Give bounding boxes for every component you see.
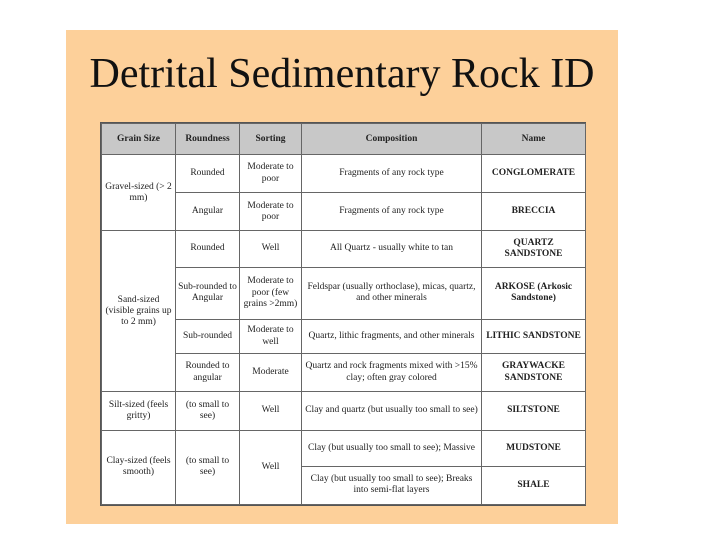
sorting-cell: Moderate to well xyxy=(240,319,302,353)
rock-name-cell: CONGLOMERATE xyxy=(482,155,586,193)
grain-size-cell: Silt-sized (feels gritty) xyxy=(102,392,176,430)
roundness-cell: (to small to see) xyxy=(176,392,240,430)
composition-cell: Fragments of any rock type xyxy=(302,193,482,231)
header-composition: Composition xyxy=(302,124,482,155)
composition-cell: All Quartz - usually white to tan xyxy=(302,231,482,267)
rock-name-cell: ARKOSE (Arkosic Sandstone) xyxy=(482,267,586,319)
table-row xyxy=(102,231,586,267)
sorting-cell: Well xyxy=(240,392,302,430)
header-roundness: Roundness xyxy=(176,124,240,155)
sorting-cell: Well xyxy=(240,231,302,267)
slide xyxy=(66,30,618,524)
header-grain-size: Grain Size xyxy=(102,124,176,155)
rock-name-cell: QUARTZ SANDSTONE xyxy=(482,231,586,267)
rock-name-cell: SHALE xyxy=(482,466,586,504)
sorting-cell: Well xyxy=(240,430,302,505)
rock-name-cell: MUDSTONE xyxy=(482,430,586,466)
roundness-cell: Angular xyxy=(176,193,240,231)
rock-name-cell: LITHIC SANDSTONE xyxy=(482,319,586,353)
grain-size-cell: Gravel-sized (> 2 mm) xyxy=(102,155,176,231)
roundness-cell: Sub-rounded to Angular xyxy=(176,267,240,319)
roundness-cell: Rounded to angular xyxy=(176,354,240,392)
table-row xyxy=(102,155,586,193)
rock-name-cell: SILTSTONE xyxy=(482,392,586,430)
slide-title: Detrital Sedimentary Rock ID xyxy=(89,51,595,97)
composition-cell: Fragments of any rock type xyxy=(302,155,482,193)
composition-cell: Clay (but usually too small to see); Massive xyxy=(302,430,482,466)
roundness-cell: Sub-rounded xyxy=(176,319,240,353)
composition-cell: Clay and quartz (but usually too small to see) xyxy=(302,392,482,430)
header-sorting: Sorting xyxy=(240,124,302,155)
header-row xyxy=(102,124,586,155)
roundness-cell: Rounded xyxy=(176,155,240,193)
sorting-cell: Moderate to poor xyxy=(240,193,302,231)
rock-name-cell: GRAYWACKE SANDSTONE xyxy=(482,354,586,392)
rock-name-cell: BRECCIA xyxy=(482,193,586,231)
header-name: Name xyxy=(482,124,586,155)
composition-cell: Clay (but usually too small to see); Breaks into semi-flat layers xyxy=(302,466,482,504)
roundness-cell: (to small to see) xyxy=(176,430,240,505)
table-row xyxy=(102,430,586,466)
rock-id-table xyxy=(101,123,586,505)
roundness-cell: Rounded xyxy=(176,231,240,267)
rock-id-table-wrapper xyxy=(100,122,586,506)
composition-cell: Quartz, lithic fragments, and other minerals xyxy=(302,319,482,353)
composition-cell: Feldspar (usually orthoclase), micas, quartz, and other minerals xyxy=(302,267,482,319)
table-row xyxy=(102,392,586,430)
composition-cell: Quartz and rock fragments mixed with >15% clay; often gray colored xyxy=(302,354,482,392)
grain-size-cell: Clay-sized (feels smooth) xyxy=(102,430,176,505)
sorting-cell: Moderate to poor xyxy=(240,155,302,193)
sorting-cell: Moderate xyxy=(240,354,302,392)
grain-size-cell: Sand-sized (visible grains up to 2 mm) xyxy=(102,231,176,392)
sorting-cell: Moderate to poor (few grains >2mm) xyxy=(240,267,302,319)
